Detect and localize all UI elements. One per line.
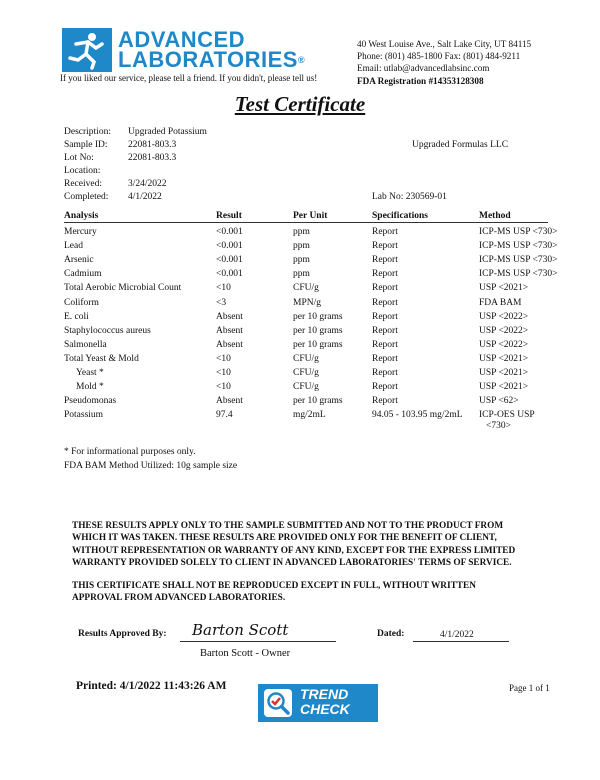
analysis-cell: Cadmium — [64, 269, 102, 280]
spec-cell: Report — [372, 297, 398, 308]
analysis-cell: Pseudomonas — [64, 396, 117, 407]
spec-cell: Report — [372, 255, 398, 266]
lab-address: 40 West Louise Ave., Salt Lake City, UT 84115 — [357, 39, 532, 49]
result-cell: <10 — [216, 283, 231, 294]
col-header-result: Result — [216, 211, 242, 221]
spec-cell: Report — [372, 283, 398, 294]
method-cell: USP <2021> — [479, 283, 529, 294]
col-header-analysis: Analysis — [64, 211, 99, 221]
col-header-per-unit: Per Unit — [293, 211, 328, 221]
disclaimer-line: APPROVAL FROM ADVANCED LABORATORIES. — [72, 593, 286, 604]
per-unit-cell: per 10 grams — [293, 311, 343, 322]
analysis-cell: Mercury — [64, 227, 97, 237]
analysis-cell: Coliform — [64, 297, 99, 308]
received-value: 3/24/2022 — [128, 179, 167, 189]
received-label: Received: — [64, 179, 102, 189]
disclaimer-line: WHICH IT WAS TAKEN. THESE RESULTS ARE PROVIDED ONLY FOR THE BENEFIT OF CLIENT, — [72, 533, 497, 544]
result-cell: <0.001 — [216, 269, 243, 280]
badge-line2: CHECK — [300, 701, 350, 717]
fda-registration: FDA Registration #14353128308 — [357, 76, 484, 86]
per-unit-cell: MPN/g — [293, 297, 321, 308]
logo-wordmark — [118, 27, 306, 72]
completed-value: 4/1/2022 — [128, 192, 162, 202]
per-unit-cell: ppm — [293, 227, 310, 237]
analysis-cell: Total Aerobic Microbial Count — [64, 283, 182, 294]
lab-phone: Phone: (801) 485-1800 Fax: (801) 484-9211 — [357, 51, 521, 61]
disclaimer-line: THIS CERTIFICATE SHALL NOT BE REPRODUCED EXCEPT IN FULL, WITHOUT WRITTEN — [72, 581, 476, 591]
result-cell: Absent — [216, 396, 243, 407]
completed-label: Completed: — [64, 192, 109, 202]
spec-cell: Report — [372, 368, 398, 378]
method-cell: ICP-MS USP <730> — [479, 227, 558, 237]
spec-cell: Report — [372, 382, 398, 393]
lab-email: Email: utlab@advancedlabsinc.com — [357, 63, 490, 73]
disclaimer-line: THESE RESULTS APPLY ONLY TO THE SAMPLE SUBMITTED AND NOT TO THE PRODUCT FROM — [72, 521, 504, 531]
spec-cell: Report — [372, 353, 398, 364]
result-cell: Absent — [216, 339, 243, 350]
header-divider — [64, 222, 548, 223]
result-cell: <0.001 — [216, 255, 243, 266]
page-number: Page 1 of 1 — [509, 683, 550, 693]
method-cell: USP <2021> — [479, 368, 529, 378]
potassium-method-cont: <730> — [486, 421, 511, 431]
analysis-cell: Lead — [64, 241, 83, 252]
method-cell: ICP-MS USP <730> — [479, 241, 558, 252]
analysis-cell: Yeast * — [76, 368, 104, 378]
method-cell: ICP-OES USP — [479, 410, 535, 421]
badge-line1: TREND — [300, 686, 349, 702]
spec-cell: Report — [372, 241, 398, 252]
method-cell: USP <2021> — [479, 382, 529, 393]
result-cell: <0.001 — [216, 227, 243, 237]
logo-runner-icon — [62, 28, 112, 72]
description-label: Description: — [64, 127, 111, 137]
lot-label: Lot No: — [64, 153, 94, 163]
result-cell: <3 — [216, 297, 227, 308]
result-cell: Absent — [216, 311, 243, 322]
result-cell: <10 — [216, 382, 231, 393]
per-unit-cell: ppm — [293, 255, 310, 266]
method-cell: USP <2022> — [479, 325, 529, 336]
info-note: * For informational purposes only. — [64, 447, 196, 457]
date-line — [413, 641, 509, 642]
disclaimer-block — [72, 520, 552, 569]
per-unit-cell: per 10 grams — [293, 339, 343, 350]
spec-cell: Report — [372, 269, 398, 280]
per-unit-cell: ppm — [293, 241, 310, 252]
analysis-cell: Staphylococcus aureus — [64, 325, 151, 336]
result-cell: <10 — [216, 368, 231, 378]
sample-id-value: 22081-803.3 — [128, 140, 177, 150]
result-cell: <10 — [216, 353, 231, 364]
badge-text — [300, 687, 350, 717]
signature-line — [180, 641, 336, 642]
analysis-cell: E. coli — [64, 311, 89, 322]
method-cell: USP <62> — [479, 396, 519, 407]
magnifier-check-icon — [264, 689, 292, 717]
reproduction-notice — [72, 580, 552, 605]
method-cell: USP <2021> — [479, 353, 529, 364]
logo-line1: ADVANCED — [118, 27, 246, 52]
lab-number: Lab No: 230569-01 — [372, 192, 447, 202]
analysis-cell: Salmonella — [64, 339, 107, 350]
spec-cell: Report — [372, 325, 398, 336]
spec-cell: Report — [372, 227, 398, 237]
dated-label: Dated: — [377, 629, 405, 639]
disclaimer-line: WITHOUT REPRESENTATION OR WARRANTY OF ANY KIND, EXCEPT FOR THE EXPRESS LIMITED — [72, 545, 516, 556]
analysis-cell: Potassium — [64, 410, 104, 421]
description-value: Upgraded Potassium — [128, 127, 207, 137]
analysis-cell: Total Yeast & Mold — [64, 353, 139, 364]
col-header-specifications: Specifications — [372, 211, 428, 221]
per-unit-cell: mg/2mL — [293, 410, 326, 421]
method-cell: ICP-MS USP <730> — [479, 255, 558, 266]
sample-id-label: Sample ID: — [64, 140, 108, 150]
per-unit-cell: CFU/g — [293, 353, 319, 364]
approver-name: Barton Scott - Owner — [200, 648, 291, 659]
analysis-cell: Mold * — [76, 382, 104, 393]
lot-value: 22081-803.3 — [128, 153, 177, 163]
per-unit-cell: CFU/g — [293, 382, 319, 393]
location-label: Location: — [64, 166, 101, 176]
per-unit-cell: ppm — [293, 269, 310, 280]
logo-reg-mark: ® — [297, 55, 306, 65]
logo-line2: LABORATORIES — [118, 47, 298, 72]
method-cell: FDA BAM — [479, 297, 522, 308]
per-unit-cell: CFU/g — [293, 368, 319, 378]
printed-timestamp: Printed: 4/1/2022 11:43:26 AM — [76, 680, 227, 692]
method-cell: ICP-MS USP <730> — [479, 269, 558, 280]
per-unit-cell: CFU/g — [293, 283, 319, 294]
tagline: If you liked our service, please tell a friend. If you didn't, please tell us! — [60, 73, 318, 83]
analysis-cell: Arsenic — [64, 255, 94, 266]
disclaimer-line: WARRANTY PROVIDED SOLELY TO CLIENT IN ADVANCED LABORATORIES' TERMS OF SERVICE. — [72, 557, 512, 568]
fda-bam-note: FDA BAM Method Utilized: 10g sample size — [64, 461, 238, 471]
trend-check-badge — [258, 684, 378, 722]
per-unit-cell: per 10 grams — [293, 396, 343, 407]
result-cell: Absent — [216, 325, 243, 336]
spec-cell: Report — [372, 396, 398, 407]
spec-cell: Report — [372, 339, 398, 350]
per-unit-cell: per 10 grams — [293, 325, 343, 336]
page-title: Test Certificate — [234, 92, 366, 116]
client-name: Upgraded Formulas LLC — [412, 140, 509, 150]
col-header-method: Method — [479, 211, 511, 221]
spec-cell: Report — [372, 311, 398, 322]
spec-cell: 94.05 - 103.95 mg/2mL — [372, 410, 463, 421]
result-cell: <0.001 — [216, 241, 243, 252]
signature: Barton Scott — [192, 621, 289, 639]
dated-value: 4/1/2022 — [440, 630, 474, 640]
method-cell: USP <2022> — [479, 339, 529, 350]
result-cell: 97.4 — [216, 410, 233, 421]
method-cell: USP <2022> — [479, 311, 529, 322]
approved-by-label: Results Approved By: — [78, 629, 167, 639]
